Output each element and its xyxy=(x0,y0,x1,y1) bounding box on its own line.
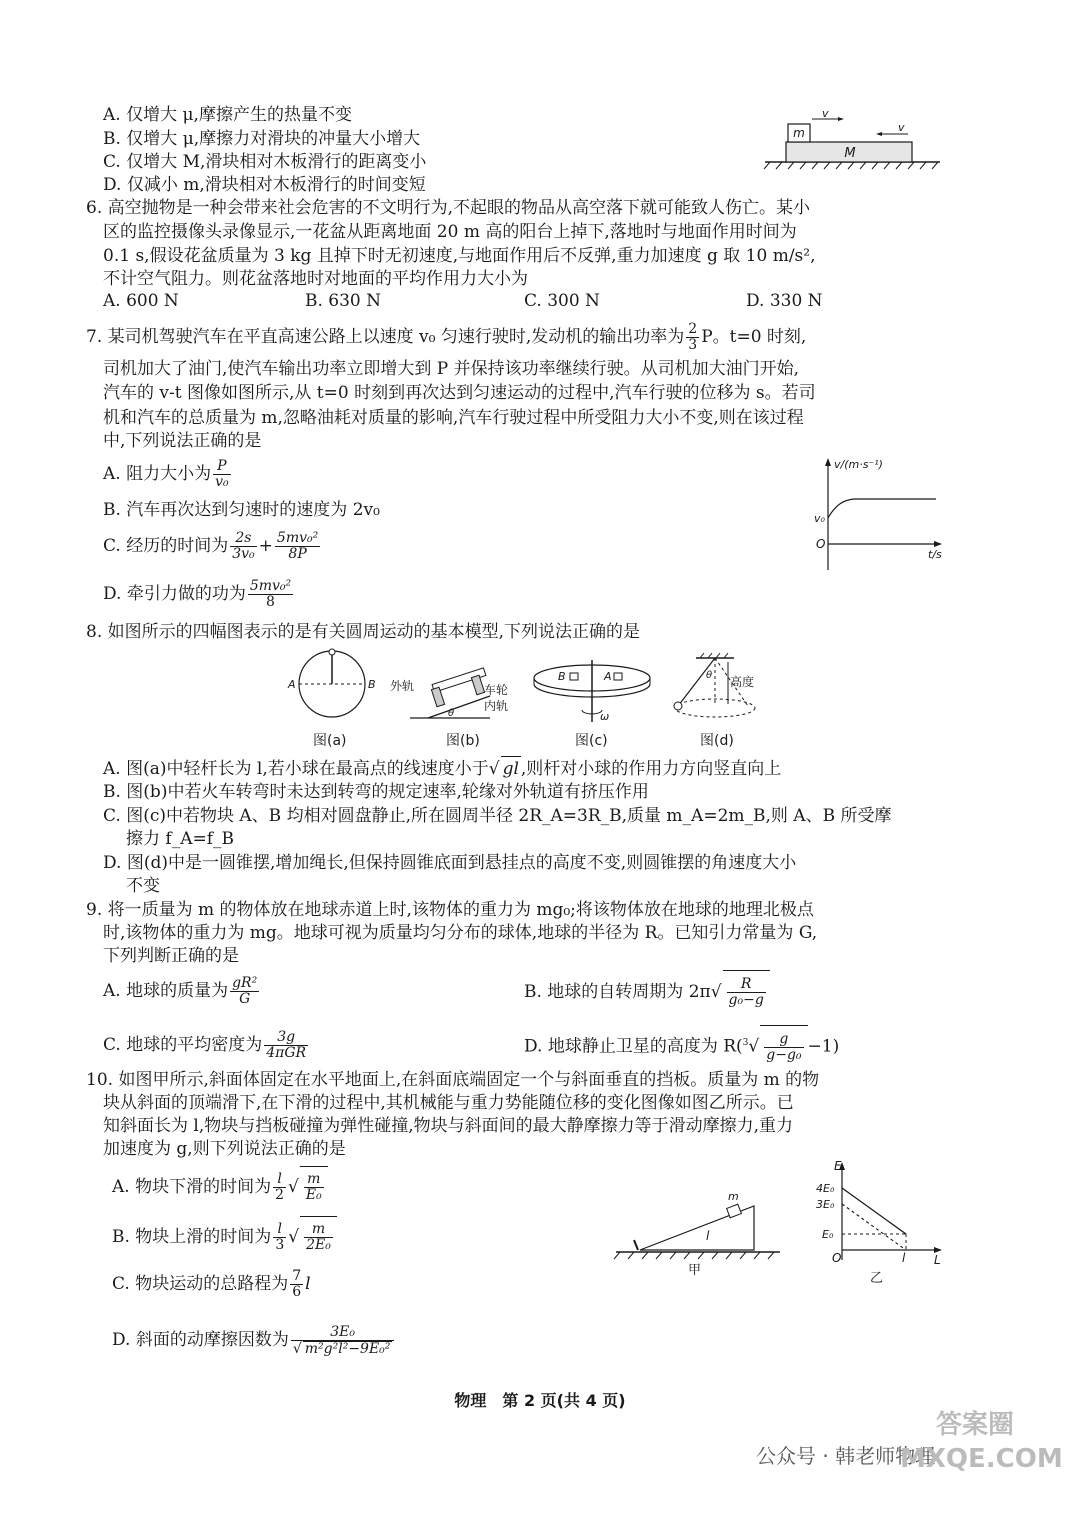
watermark-logo: 答案圈 MXQE.COM xyxy=(900,1410,1063,1474)
q7-option-b: B. 汽车再次达到匀速时的速度为 2v₀ xyxy=(103,500,380,520)
svg-text:v₀: v₀ xyxy=(814,512,825,525)
q8-stem: 8. 如图所示的四幅图表示的是有关圆周运动的基本模型,下列说法正确的是 xyxy=(86,622,641,642)
q9-option-a: A. 地球的质量为 $\frac{\text{gR²}}{G}$ xyxy=(103,975,258,1007)
svg-text:m: m xyxy=(728,1190,739,1203)
q9-option-d: D. 地球静止卫星的高度为 R($^3$√ $\frac{g}{\text{g−g₀}}$ −1) xyxy=(524,1022,839,1064)
q6-option-d: D. 330 N xyxy=(746,291,823,311)
q8-figure-b xyxy=(390,658,510,728)
q8-option-c-line2: 擦力 f_A=f_B xyxy=(126,829,235,849)
svg-text:B: B xyxy=(558,670,566,683)
svg-text:v/(m·s⁻¹): v/(m·s⁻¹) xyxy=(834,458,883,471)
svg-text:m: m xyxy=(793,126,805,140)
watermark-wechat: 公众号 · 韩老师物理 xyxy=(756,1444,936,1468)
q8-option-d-line2: 不变 xyxy=(126,876,160,896)
q7-stem-line5: 中,下列说法正确的是 xyxy=(103,431,262,451)
q9-option-c: C. 地球的平均密度为 $\frac{3g}{\text{4πGR}}$ xyxy=(103,1029,307,1061)
q7-stem-line3: 汽车的 v-t 图像如图所示,从 t=0 时刻到再次达到匀速运动的过程中,汽车行驶的位移为 s。若司 xyxy=(103,383,816,403)
q9-stem-line1: 9. 将一质量为 m 的物体放在地球赤道上时,该物体的重力为 mg₀;将该物体放在地球的地理北极点 xyxy=(86,900,814,920)
svg-text:θ: θ xyxy=(448,708,455,719)
svg-text:M: M xyxy=(844,146,856,161)
q8-option-a: A. 图(a)中轻杆长为 l,若小球在最高点的线速度小于√ gl ,则杆对小球的作用力方向竖直向上 xyxy=(103,756,781,781)
svg-text:A: A xyxy=(604,670,612,683)
page-footer: 物理 第 2 页(共 4 页) xyxy=(454,1391,626,1410)
svg-text:v: v xyxy=(822,107,829,120)
svg-text:ω: ω xyxy=(600,710,610,723)
q10-option-c: C. 物块运动的总路程为 $\frac{7}{6}$ l xyxy=(112,1268,311,1300)
svg-text:L: L xyxy=(934,1253,941,1267)
q8-caption-b: 图(b) xyxy=(446,733,480,749)
svg-text:B: B xyxy=(368,678,376,691)
q8-caption-c: 图(c) xyxy=(575,733,608,749)
q6-stem-line1: 6. 高空抛物是一种会带来社会危害的不文明行为,不起眼的物品从高空落下就可能致人伤亡。某小 xyxy=(86,198,811,218)
svg-text:乙: 乙 xyxy=(870,1271,884,1286)
svg-text:l: l xyxy=(706,1229,710,1243)
q7-option-d: D. 牵引力做的功为 $\frac{\text{5mv₀²}}{8}$ xyxy=(103,578,292,610)
svg-text:θ: θ xyxy=(706,670,713,681)
q7-option-a: A. 阻力大小为 $\frac{P}{\text{v₀}}$ xyxy=(103,458,229,490)
q6-option-a: A. 600 N xyxy=(103,291,179,311)
q8-option-b: B. 图(b)中若火车转弯时未达到转弯的规定速率,轮缘对外轨道有挤压作用 xyxy=(103,782,649,802)
q9-option-b: B. 地球的自转周期为 2π√ $\frac{R}{\text{g₀−g}}$ xyxy=(524,970,770,1012)
q7-stem-line2: 司机加大了油门,使汽车输出功率立即增大到 P 并保持该功率继续行驶。从司机加大油门开始, xyxy=(103,359,800,379)
q6-option-c: C. 300 N xyxy=(524,291,600,311)
q6-stem-line3: 0.1 s,假设花盆质量为 3 kg 且掉下时无初速度,与地面作用后不反弹,重力加速度 g 取 10 m/s², xyxy=(103,246,816,266)
svg-text:甲: 甲 xyxy=(688,1263,702,1278)
q8-option-d-line1: D. 图(d)中是一圆锥摆,增加绳长,但保持圆锥底面到悬挂点的高度不变,则圆锥摆的角速度大小 xyxy=(103,853,797,873)
q10-stem-line3: 知斜面长为 l,物块与挡板碰撞为弹性碰撞,物块与斜面间的最大静摩擦力等于滑动摩擦力,重力 xyxy=(103,1116,794,1136)
q5-block-board-figure xyxy=(760,107,950,172)
q10-stem-line4: 加速度为 g,则下列说法正确的是 xyxy=(103,1139,346,1159)
svg-text:v: v xyxy=(898,121,905,134)
q7-vt-graph xyxy=(810,456,950,576)
svg-text:O: O xyxy=(832,1251,842,1265)
svg-text:E₀: E₀ xyxy=(822,1228,834,1241)
q6-option-b: B. 630 N xyxy=(305,291,382,311)
q10-stem-line1: 10. 如图甲所示,斜面体固定在水平地面上,在斜面底端固定一个与斜面垂直的挡板。质量为 m 的物 xyxy=(86,1070,820,1090)
q7-stem-line1: 7. 某司机驾驶汽车在平直高速公路上以速度 v₀ 匀速行驶时,发动机的输出功率为 $\frac{2}{3}$ P。t=0 时刻, xyxy=(86,321,807,353)
q5-option-c: C. 仅增大 M,滑块相对木板滑行的距离变小 xyxy=(103,152,427,172)
svg-text:E: E xyxy=(834,1159,842,1173)
q10-incline-figure xyxy=(614,1190,784,1280)
q10-energy-graph xyxy=(812,1158,952,1288)
q7-option-c: C. 经历的时间为 $\frac{2s}{\text{3v₀}}$ + $\frac{\text{5mv₀²}}{8P}$ xyxy=(103,530,319,562)
q8-caption-a: 图(a) xyxy=(313,733,347,749)
q6-stem-line4: 不计空气阻力。则花盆落地时对地面的平均作用力大小为 xyxy=(103,269,528,289)
q10-option-d: D. 斜面的动摩擦因数为 $\frac{\text{3E₀}}{\text{√ m²g²l²−9E₀²}}$ xyxy=(112,1318,396,1362)
svg-text:车轮: 车轮 xyxy=(484,683,509,697)
q8-figure-a xyxy=(286,650,376,730)
q9-stem-line3: 下列判断正确的是 xyxy=(103,946,239,966)
svg-text:O: O xyxy=(816,537,826,551)
q8-figure-c xyxy=(530,658,660,728)
svg-text:外轨: 外轨 xyxy=(390,679,415,693)
q6-stem-line2: 区的监控摄像头录像显示,一花盆从距离地面 20 m 高的阳台上掉下,落地时与地面作用时间为 xyxy=(103,222,797,242)
q8-caption-d: 图(d) xyxy=(700,733,734,749)
q5-option-d: D. 仅减小 m,滑块相对木板滑行的时间变短 xyxy=(103,175,426,195)
svg-text:A: A xyxy=(288,678,296,691)
q10-stem-line2: 块从斜面的顶端滑下,在下滑的过程中,其机械能与重力势能随位移的变化图像如图乙所示。已 xyxy=(103,1093,794,1113)
q8-option-c-line1: C. 图(c)中若物块 A、B 均相对圆盘静止,所在圆周半径 2R_A=3R_B,质量 m_A=2m_B,则 A、B 所受摩 xyxy=(103,806,892,826)
svg-text:4E₀: 4E₀ xyxy=(816,1182,835,1195)
q8-figure-d xyxy=(668,652,778,726)
svg-text:t/s: t/s xyxy=(928,548,942,561)
svg-text:高度: 高度 xyxy=(730,675,755,689)
q10-option-b: B. 物块上滑的时间为 $\frac{l}{3}$ √ $\frac{m}{\text{2E₀}}$ xyxy=(112,1216,337,1256)
svg-text:3E₀: 3E₀ xyxy=(816,1198,835,1211)
q10-option-a: A. 物块下滑的时间为 $\frac{l}{2}$ √ $\frac{m}{\text{E₀}}$ xyxy=(112,1166,328,1206)
q7-stem-line4: 机和汽车的总质量为 m,忽略油耗对质量的影响,汽车行驶过程中所受阻力大小不变,则在该过程 xyxy=(103,408,804,428)
q9-stem-line2: 时,该物体的重力为 mg。地球可视为质量均匀分布的球体,地球的半径为 R。已知引力常量为 G, xyxy=(103,923,818,943)
q5-option-b: B. 仅增大 μ,摩擦力对滑块的冲量大小增大 xyxy=(103,129,421,149)
svg-text:内轨: 内轨 xyxy=(484,699,509,713)
svg-text:l: l xyxy=(902,1251,906,1265)
q5-option-a: A. 仅增大 μ,摩擦产生的热量不变 xyxy=(103,105,352,125)
